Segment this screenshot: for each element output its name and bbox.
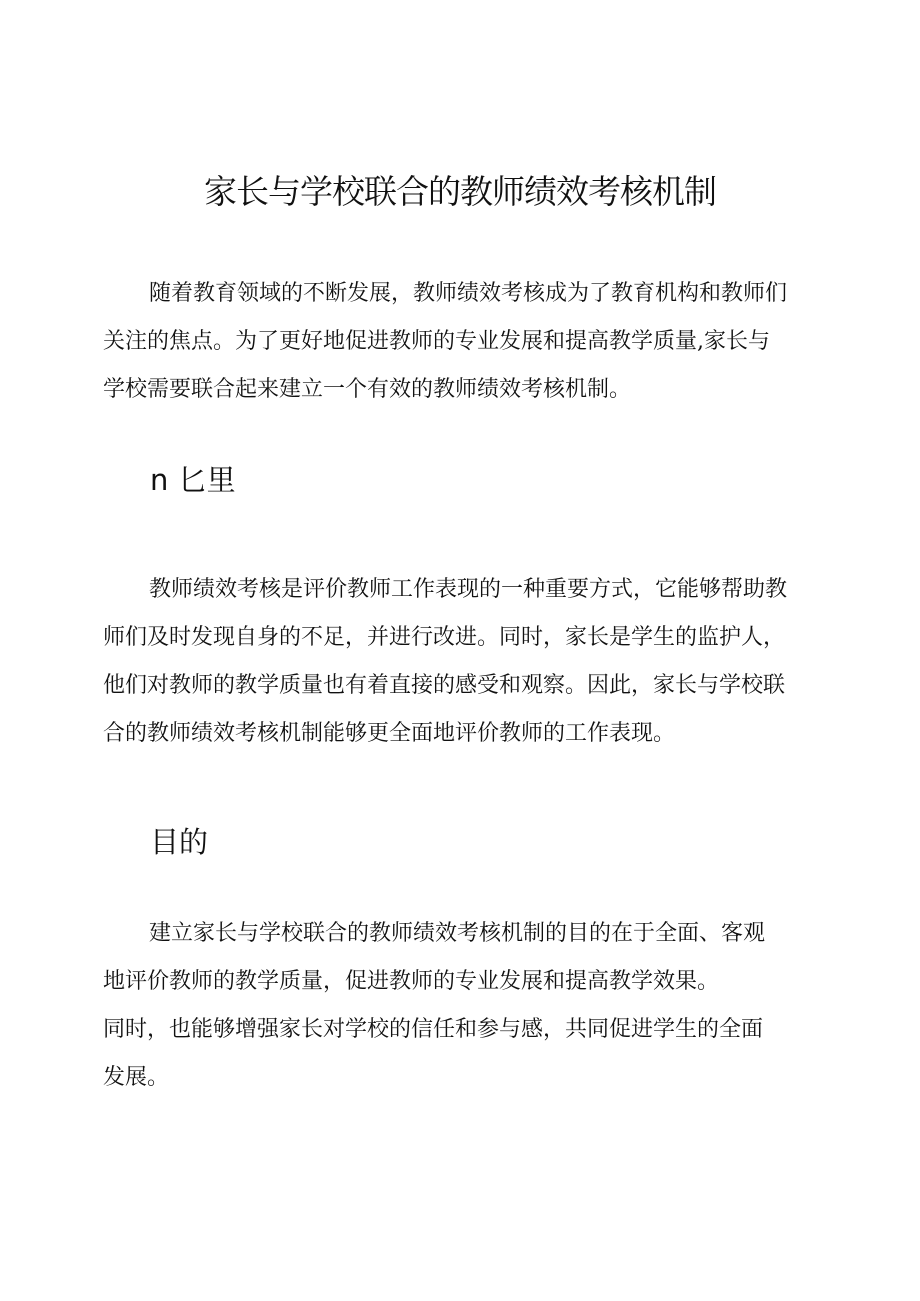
section2-line: 发展。 [103, 1065, 170, 1090]
section1-line: 师们及时发现自身的不足，并进行改进。同时，家长是学生的监护人， [103, 625, 786, 650]
section1-heading: n 匕里 [150, 463, 236, 497]
section1-paragraph [103, 566, 823, 758]
section2-line: 同时，也能够增强家长对学校的信任和参与感，共同促进学生的全面 [103, 1017, 764, 1042]
section1-line: 他们对教师的教学质量也有着直接的感受和观察。因此，家长与学校联 [103, 673, 786, 698]
section2-paragraph [103, 910, 823, 1102]
intro-paragraph [103, 270, 823, 414]
section2-line: 地评价教师的教学质量，促进教师的专业发展和提高教学效果。 [103, 969, 720, 994]
intro-line: 随着教育领域的不断发展，教师绩效考核成为了教育机构和教师们 [149, 281, 788, 306]
intro-line: 学校需要联合起来建立一个有效的教师绩效考核机制。 [103, 377, 632, 402]
section1-line: 合的教师绩效考核机制能够更全面地评价教师的工作表现。 [103, 721, 676, 746]
intro-line: 关注的焦点。为了更好地促进教师的专业发展和提高教学质量,家长与 [103, 329, 770, 354]
section1-line: 教师绩效考核是评价教师工作表现的一种重要方式，它能够帮助教 [149, 577, 788, 602]
document-title: 家长与学校联合的教师绩效考核机制 [204, 172, 716, 211]
section2-heading: 目的 [150, 825, 209, 859]
section2-line: 建立家长与学校联合的教师绩效考核机制的目的在于全面、客观 [149, 921, 766, 946]
